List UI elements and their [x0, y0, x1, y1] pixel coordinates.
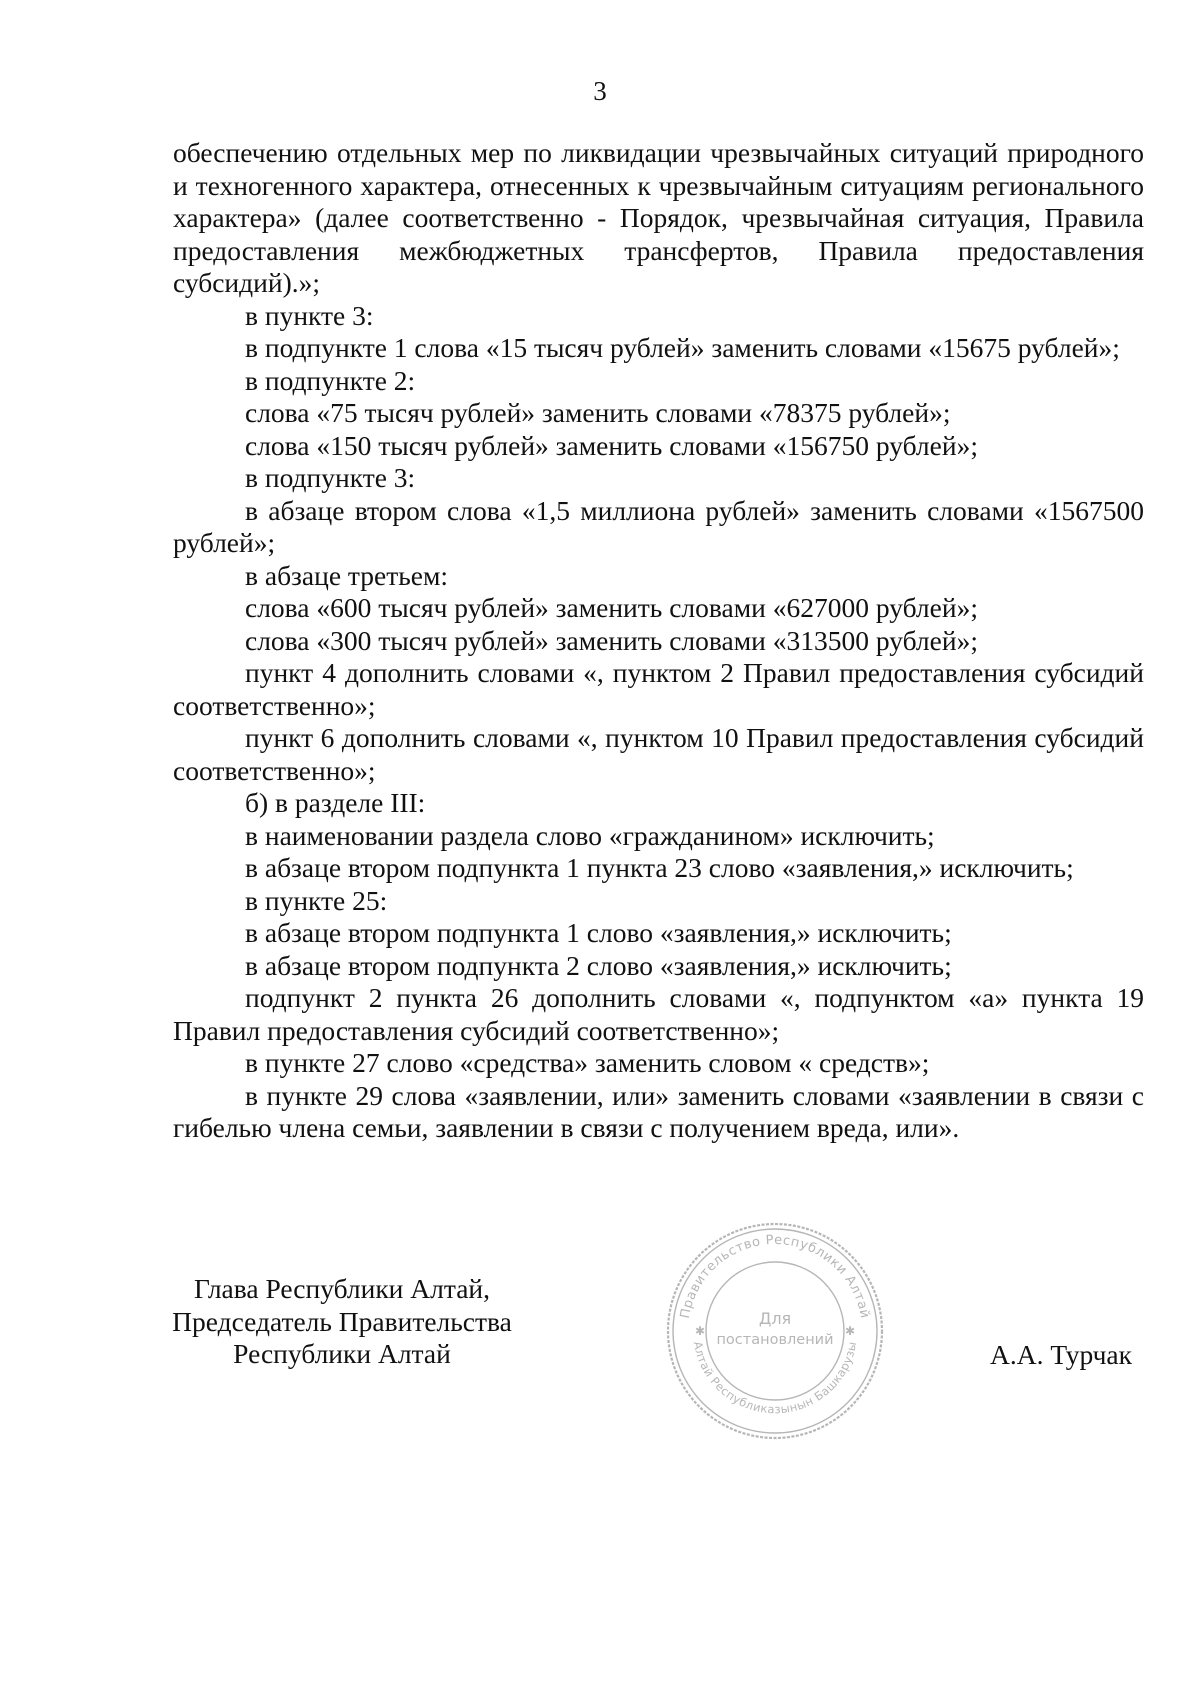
- paragraph: в абзаце втором слова «1,5 миллиона рублей» заменить словами «1567500 рублей»;: [173, 494, 1144, 558]
- paragraph: в абзаце втором подпункта 2 слово «заявления,» исключить;: [245, 949, 952, 981]
- paragraph: в подпункте 1 слова «15 тысяч рублей» заменить словами «15675 рублей»;: [245, 332, 1120, 363]
- signatory-title-line: Республики Алтай: [233, 1338, 451, 1369]
- paragraph: в пункте 3:: [245, 299, 374, 331]
- seal-star-icon: ✱: [694, 1324, 706, 1338]
- paragraph: пункт 4 дополнить словами «, пунктом 2 Правил предоставления субсидий соответственно»;: [173, 657, 1144, 721]
- paragraph: б) в разделе III:: [245, 787, 426, 818]
- paragraph: слова «75 тысяч рублей» заменить словами «78375 рублей»;: [245, 397, 951, 428]
- seal-outer-text: Правительство Республики Алтай: [677, 1232, 873, 1320]
- paragraph: слова «150 тысяч рублей» заменить словами «156750 рублей»;: [245, 429, 978, 461]
- paragraph: в подпункте 3:: [245, 462, 416, 493]
- paragraph: в пункте 27 слово «средства» заменить словом « средств»;: [245, 1047, 930, 1078]
- paragraph: в пункте 25:: [245, 884, 388, 916]
- seal-center-line: постановлений: [716, 1332, 834, 1348]
- seal-lower-text: Алтай Республиказынын Башкарузы: [690, 1340, 860, 1417]
- signatory-title-line: Глава Республики Алтай,: [193, 1273, 491, 1304]
- signatory-title: [162, 1273, 522, 1371]
- seal-star-icon: ✱: [844, 1324, 856, 1338]
- paragraph: в подпункте 2:: [245, 364, 416, 396]
- paragraph: обеспечению отдельных мер по ликвидации чрезвычайных ситуаций природного и техногенного характера, отнесенных к чрезвычайным ситуациям регионального характера» (далее соответственно - Порядок, чрезвычайная ситуация, Правила предоставления межбюджетных трансфертов, Правила предоставления субсидий).»;: [173, 137, 1144, 298]
- paragraph: слова «300 тысяч рублей» заменить словами «313500 рублей»;: [245, 624, 978, 656]
- paragraph: в абзаце втором подпункта 1 пункта 23 слово «заявления,» исключить;: [245, 852, 1074, 883]
- paragraph: в абзаце третьем:: [245, 559, 449, 591]
- official-seal: [664, 1220, 886, 1442]
- seal-center-line: Для: [758, 1309, 792, 1328]
- signatory-title-line: Председатель Правительства: [172, 1305, 512, 1337]
- paragraph: в абзаце втором подпункта 1 слово «заявления,» исключить;: [245, 917, 952, 948]
- paragraph: подпункт 2 пункта 26 дополнить словами «, подпунктом «а» пункта 19 Правил предоставления субсидий соответственно»;: [173, 982, 1144, 1046]
- signatory-name: А.А. Турчак: [990, 1339, 1132, 1370]
- paragraph: в наименовании раздела слово «гражданином» исключить;: [245, 819, 935, 851]
- paragraph: пункт 6 дополнить словами «, пунктом 10 Правил предоставления субсидий соответственно»;: [173, 722, 1144, 786]
- document-body: [173, 137, 1144, 1145]
- paragraph: слова «600 тысяч рублей» заменить словами «627000 рублей»;: [245, 592, 978, 623]
- paragraph: в пункте 29 слова «заявлении, или» заменить словами «заявлении в связи с гибелью члена семьи, заявлении в связи с получением вреда, или».: [173, 1079, 1144, 1143]
- page-number: 3: [593, 76, 607, 106]
